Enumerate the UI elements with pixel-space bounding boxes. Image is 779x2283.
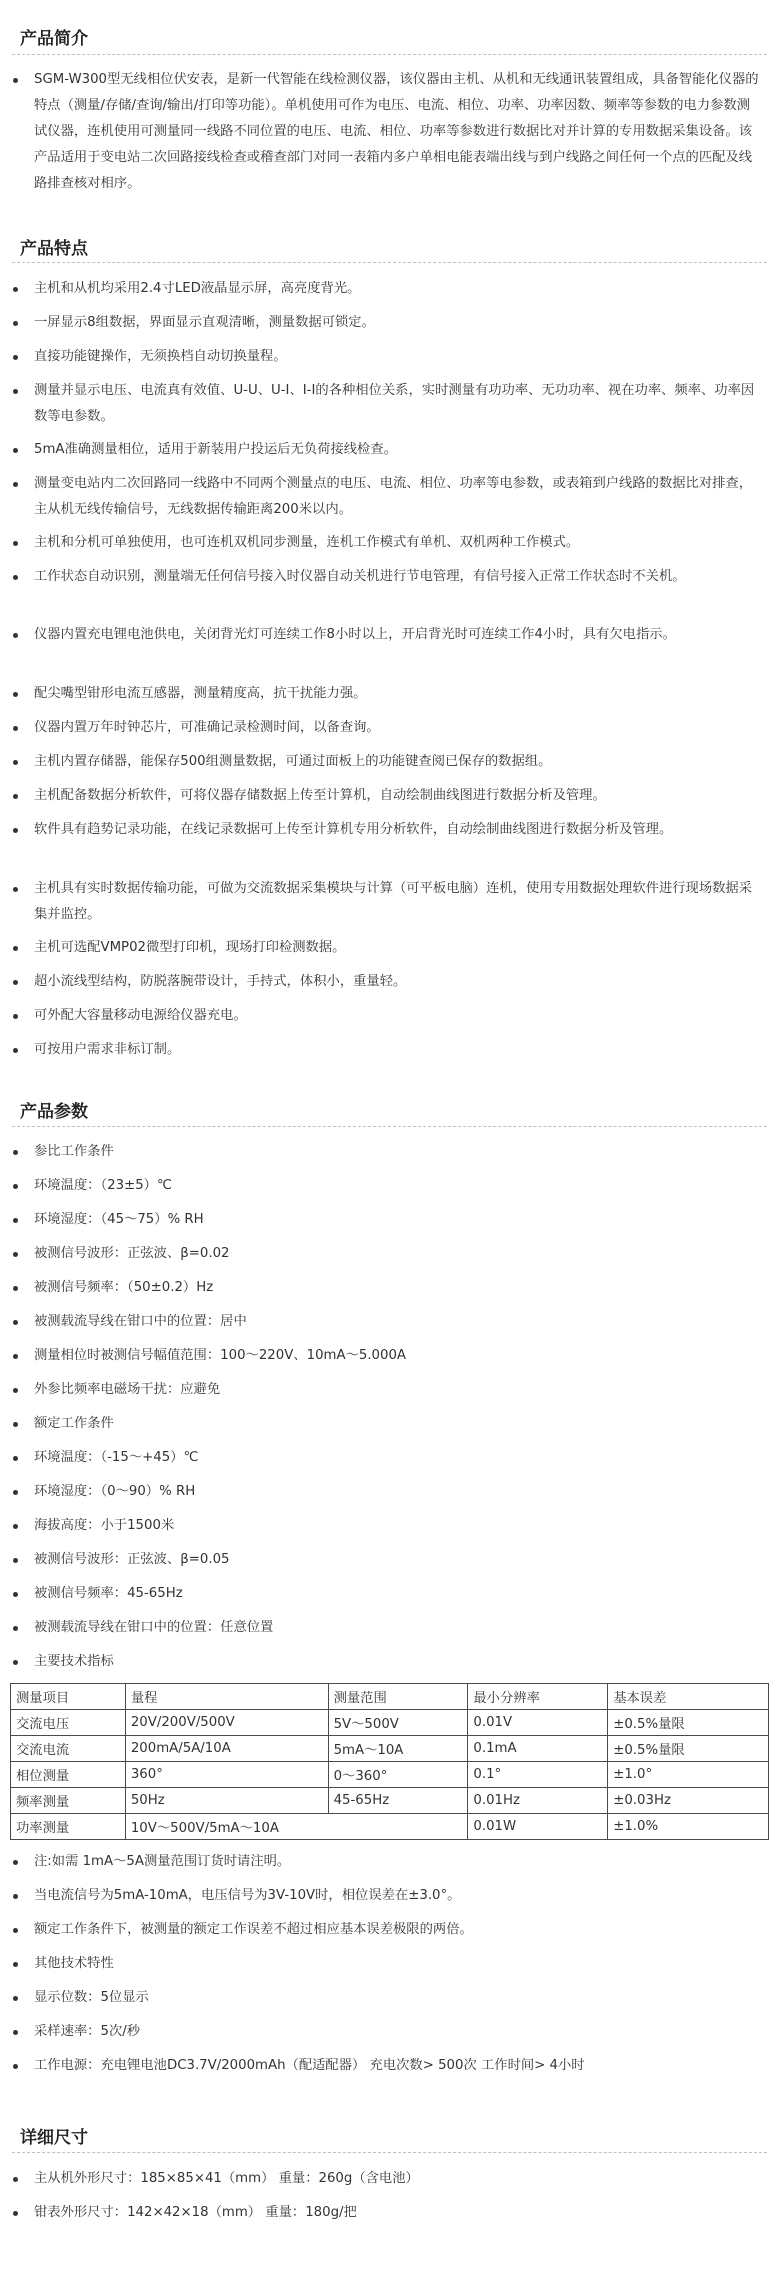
section-divider	[12, 54, 767, 55]
table-header-cell: 基本误差	[608, 1684, 769, 1710]
param-item: 外参比频率电磁场干扰：应避免	[34, 1377, 762, 1403]
param-item: 被测信号波形：正弦波、β=0.05	[34, 1547, 762, 1573]
table-row	[11, 1736, 769, 1762]
table-cell: 0.1mA	[468, 1736, 608, 1762]
feature-item: 主机内置存储器，能保存500组测量数据，可通过面板上的功能键查阅已保存的数据组。	[34, 749, 762, 775]
param-item: 被测信号波形：正弦波、β=0.02	[34, 1241, 762, 1267]
feature-item: 主机可选配VMP02微型打印机，现场打印检测数据。	[34, 935, 762, 961]
table-cell: 0～360°	[328, 1762, 468, 1788]
section-title-intro: 产品简介	[20, 29, 88, 49]
note-item: 当电流信号为5mA-10mA，电压信号为3V-10V时，相位误差在±3.0°。	[34, 1883, 762, 1909]
table-cell: 0.01V	[468, 1710, 608, 1736]
feature-item: 仪器内置充电锂电池供电，关闭背光灯可连续工作8小时以上，开启背光时可连续工作4小时，具有欠电指示。	[34, 622, 762, 648]
param-item: 主要技术指标	[34, 1649, 762, 1675]
table-cell: ±1.0°	[608, 1762, 769, 1788]
table-row	[11, 1762, 769, 1788]
note-item: 注:如需 1mA～5A测量范围订货时请注明。	[34, 1849, 762, 1875]
param-item: 参比工作条件	[34, 1139, 762, 1165]
note-item: 采样速率：5次/秒	[34, 2019, 762, 2045]
size-item: 主从机外形尺寸：185×85×41（mm） 重量：260g（含电池）	[34, 2166, 762, 2192]
table-cell: ±1.0%	[608, 1814, 769, 1840]
param-item: 被测载流导线在钳口中的位置：居中	[34, 1309, 762, 1335]
table-cell: 0.01Hz	[468, 1788, 608, 1814]
param-item: 海拔高度：小于1500米	[34, 1513, 762, 1539]
intro-paragraph: SGM-W300型无线相位伏安表，是新一代智能在线检测仪器，该仪器由主机、从机和无线通讯装置组成，具备智能化仪器的特点（测量/存储/查询/输出/打印等功能）。单机使用可作为电压、电流、相位、功率、功率因数、频率等参数的电力参数测试仪器，连机使用可测量同一线路不同位置的电压、电流、相位、功率等参数进行数据比对并计算的专用数据采集设备。该产品适用于变电站二次回路接线检查或稽查部门对同一表箱内多户单相电能表端出线与到户线路之间任何一个点的匹配及线路排查核对相序。	[34, 67, 762, 197]
table-cell: 45-65Hz	[328, 1788, 468, 1814]
feature-item: 可按用户需求非标订制。	[34, 1037, 762, 1063]
table-row	[11, 1710, 769, 1736]
param-item: 被测信号频率：（50±0.2）Hz	[34, 1275, 762, 1301]
param-item: 测量相位时被测信号幅值范围：100～220V、10mA～5.000A	[34, 1343, 762, 1369]
table-cell: 频率测量	[11, 1788, 126, 1814]
feature-item: 一屏显示8组数据，界面显示直观清晰，测量数据可锁定。	[34, 310, 762, 336]
table-header-cell: 量程	[125, 1684, 328, 1710]
param-item: 环境温度：（23±5）℃	[34, 1173, 762, 1199]
table-cell: 交流电流	[11, 1736, 126, 1762]
feature-item: 可外配大容量移动电源给仪器充电。	[34, 1003, 762, 1029]
table-row	[11, 1788, 769, 1814]
feature-item: 工作状态自动识别，测量端无任何信号接入时仪器自动关机进行节电管理，有信号接入正常工作状态时不关机。	[34, 564, 762, 590]
size-item: 钳表外形尺寸：142×42×18（mm） 重量：180g/把	[34, 2200, 762, 2226]
note-item: 额定工作条件下，被测量的额定工作误差不超过相应基本误差极限的两倍。	[34, 1917, 762, 1943]
table-cell: ±0.03Hz	[608, 1788, 769, 1814]
feature-item: 软件具有趋势记录功能，在线记录数据可上传至计算机专用分析软件，自动绘制曲线图进行数据分析及管理。	[34, 817, 762, 843]
feature-item: 5mA准确测量相位，适用于新装用户投运后无负荷接线检查。	[34, 437, 762, 463]
spec-table	[10, 1683, 769, 1840]
table-cell: 相位测量	[11, 1762, 126, 1788]
feature-item: 仪器内置万年时钟芯片，可准确记录检测时间，以备查询。	[34, 715, 762, 741]
feature-item: 配尖嘴型钳形电流互感器，测量精度高，抗干扰能力强。	[34, 681, 762, 707]
feature-item: 测量变电站内二次回路同一线路中不同两个测量点的电压、电流、相位、功率等电参数，或表箱到户线路的数据比对排查，主从机无线传输信号，无线数据传输距离200米以内。	[34, 471, 762, 523]
table-cell: 50Hz	[125, 1788, 328, 1814]
feature-item: 超小流线型结构，防脱落腕带设计，手持式，体积小，重量轻。	[34, 969, 762, 995]
section-divider	[12, 2152, 767, 2153]
feature-item: 直接功能键操作，无须换档自动切换量程。	[34, 344, 762, 370]
section-title-params: 产品参数	[20, 1102, 88, 1122]
table-cell: 0.1°	[468, 1762, 608, 1788]
note-item: 显示位数：5位显示	[34, 1985, 762, 2011]
feature-item: 主机具有实时数据传输功能，可做为交流数据采集模块与计算（可平板电脑）连机，使用专用数据处理软件进行现场数据采集并监控。	[34, 876, 762, 928]
table-cell: 功率测量	[11, 1814, 126, 1840]
param-item: 环境温度：（-15～+45）℃	[34, 1445, 762, 1471]
table-cell: 200mA/5A/10A	[125, 1736, 328, 1762]
table-header-cell: 测量项目	[11, 1684, 126, 1710]
param-item: 环境湿度：（0～90）% RH	[34, 1479, 762, 1505]
table-cell: ±0.5%量限	[608, 1710, 769, 1736]
table-cell: 10V～500V/5mA～10A	[125, 1814, 468, 1840]
section-divider	[12, 1126, 767, 1127]
table-cell: 5V～500V	[328, 1710, 468, 1736]
table-header-row	[11, 1684, 769, 1710]
table-cell: ±0.5%量限	[608, 1736, 769, 1762]
section-title-features: 产品特点	[20, 239, 88, 259]
feature-item: 主机和从机均采用2.4寸LED液晶显示屏，高亮度背光。	[34, 276, 762, 302]
table-cell: 交流电压	[11, 1710, 126, 1736]
param-item: 被测信号频率：45-65Hz	[34, 1581, 762, 1607]
section-divider	[12, 262, 767, 263]
param-item: 额定工作条件	[34, 1411, 762, 1437]
section-title-size: 详细尺寸	[20, 2128, 88, 2148]
feature-item: 主机和分机可单独使用，也可连机双机同步测量，连机工作模式有单机、双机两种工作模式。	[34, 530, 762, 556]
note-item: 工作电源：充电锂电池DC3.7V/2000mAh（配适配器） 充电次数> 500次 工作时间> 4小时	[34, 2053, 762, 2079]
param-item: 被测载流导线在钳口中的位置：任意位置	[34, 1615, 762, 1641]
table-cell: 0.01W	[468, 1814, 608, 1840]
table-cell: 360°	[125, 1762, 328, 1788]
table-cell: 5mA～10A	[328, 1736, 468, 1762]
table-row	[11, 1814, 769, 1840]
table-header-cell: 测量范围	[328, 1684, 468, 1710]
param-item: 环境湿度：（45～75）% RH	[34, 1207, 762, 1233]
table-cell: 20V/200V/500V	[125, 1710, 328, 1736]
table-header-cell: 最小分辨率	[468, 1684, 608, 1710]
feature-item: 主机配备数据分析软件，可将仪器存储数据上传至计算机，自动绘制曲线图进行数据分析及管理。	[34, 783, 762, 809]
note-item: 其他技术特性	[34, 1951, 762, 1977]
feature-item: 测量并显示电压、电流真有效值、U-U、U-I、I-I的各种相位关系，实时测量有功功率、无功功率、视在功率、频率、功率因数等电参数。	[34, 378, 762, 430]
